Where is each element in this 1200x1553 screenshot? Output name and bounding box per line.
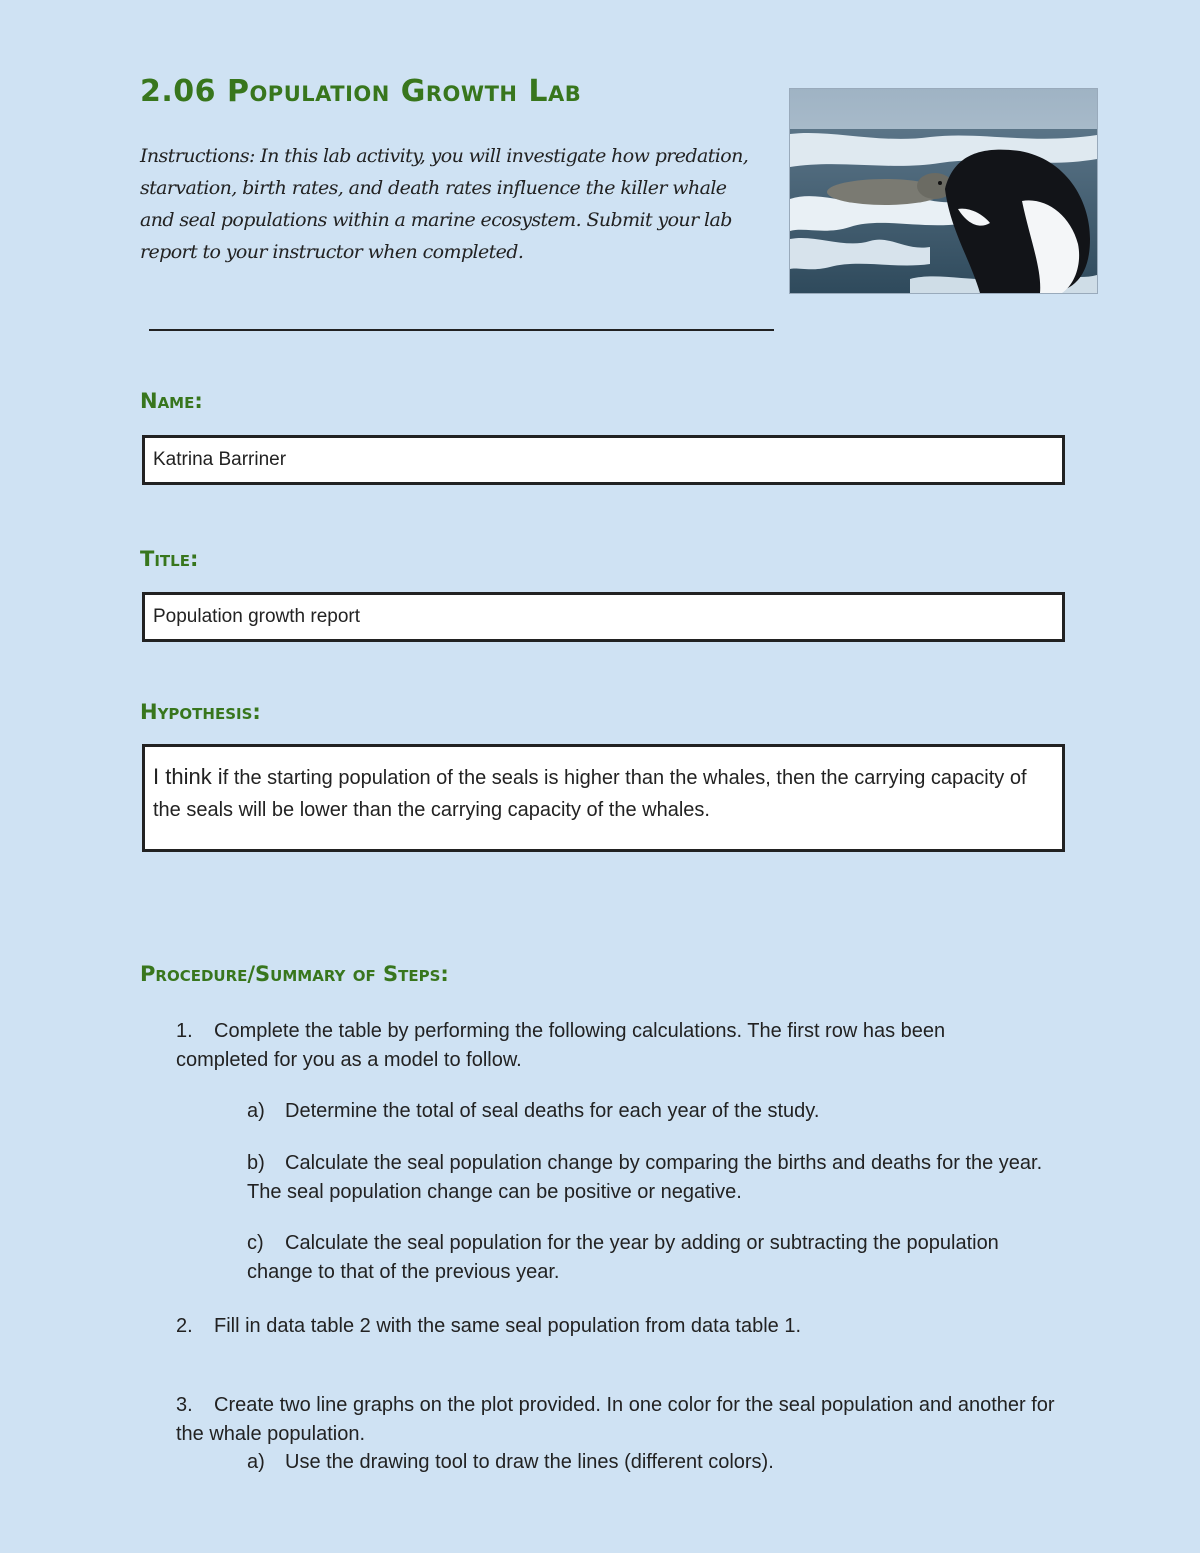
procedure-step bbox=[176, 1312, 1036, 1341]
step-number: 2. bbox=[176, 1315, 193, 1337]
step-number: 3. bbox=[176, 1394, 193, 1416]
procedure-substep bbox=[247, 1229, 1027, 1287]
substep-text: Calculate the seal population for the year by adding or subtracting the population change to that of the previous year. bbox=[247, 1232, 999, 1283]
substep-text: Calculate the seal population change by comparing the births and deaths for the year. The seal population change can be positive or negative. bbox=[247, 1152, 1043, 1203]
title-field[interactable]: Population growth report bbox=[142, 592, 1065, 642]
title-label: Title: bbox=[140, 547, 199, 571]
page-title: 2.06 Population Growth Lab bbox=[140, 74, 582, 109]
step-text: Fill in data table 2 with the same seal population from data table 1. bbox=[214, 1315, 802, 1337]
divider-line bbox=[149, 329, 774, 331]
substep-text: Determine the total of seal deaths for each year of the study. bbox=[285, 1100, 820, 1122]
substep-letter: a) bbox=[247, 1451, 265, 1473]
hypothesis-lead: I think i bbox=[153, 764, 223, 789]
procedure-step bbox=[176, 1391, 1056, 1449]
procedure-substep bbox=[247, 1149, 1047, 1207]
substep-text: Use the drawing tool to draw the lines (different colors). bbox=[285, 1451, 774, 1473]
procedure-step bbox=[176, 1017, 1036, 1075]
step-text: Create two line graphs on the plot provided. In one color for the seal population and another for the whale population. bbox=[176, 1394, 1055, 1445]
hypothesis-field[interactable] bbox=[142, 744, 1065, 852]
substep-letter: c) bbox=[247, 1232, 264, 1254]
name-label: Name: bbox=[140, 389, 203, 413]
substep-letter: a) bbox=[247, 1100, 265, 1122]
step-number: 1. bbox=[176, 1020, 193, 1042]
step-text: Complete the table by performing the following calculations. The first row has been completed for you as a model to follow. bbox=[176, 1020, 946, 1071]
instructions-text: Instructions: In this lab activity, you will investigate how predation, starvation, birth rates, and death rates influence the killer whale and seal populations within a marine ecosystem. Submit your lab report to your instructor when completed. bbox=[140, 145, 749, 263]
hypothesis-label: Hypothesis: bbox=[140, 700, 261, 724]
procedure-substep bbox=[247, 1448, 1047, 1477]
hypothesis-text: f the starting population of the seals is higher than the whales, then the carrying capacity of the seals will be lower than the carrying capacity of the whales. bbox=[153, 767, 1027, 821]
procedure-label: Procedure/Summary of Steps: bbox=[140, 962, 449, 986]
name-field[interactable]: Katrina Barriner bbox=[142, 435, 1065, 485]
procedure-substep bbox=[247, 1097, 1047, 1126]
orca-and-seal-photo bbox=[789, 88, 1098, 294]
orca-and-seal-illustration bbox=[790, 89, 1097, 293]
substep-letter: b) bbox=[247, 1152, 265, 1174]
